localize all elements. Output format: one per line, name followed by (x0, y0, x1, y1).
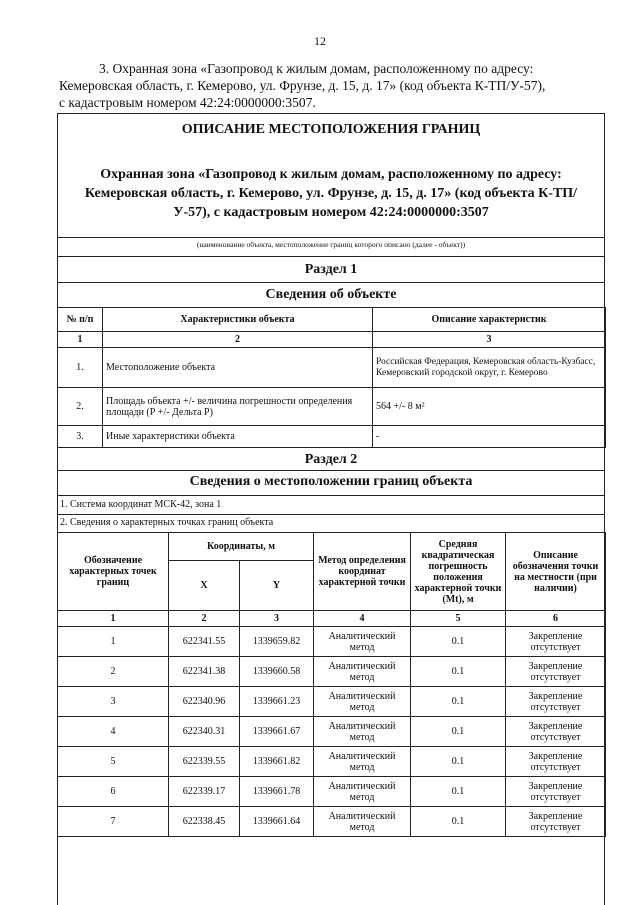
characteristic-name: Местоположение объекта (103, 348, 373, 388)
method-value: Аналитический метод (314, 777, 411, 807)
column-number: 3 (373, 332, 606, 348)
table-row (58, 348, 606, 388)
characteristic-name: Площадь объекта +/- величина погрешности определения площади (Р +/- Дельта Р) (103, 388, 373, 426)
header-cell: Характеристики объекта (103, 308, 373, 332)
table-row (58, 747, 606, 777)
boundary-points-table (57, 532, 606, 837)
intro-line-2: Кемеровская область, г. Кемерово, ул. Фрунзе, д. 15, д. 17» (код объекта К-ТП/У-57), (59, 78, 546, 93)
divider (57, 495, 605, 496)
y-header: Y (240, 561, 314, 611)
description-value: Закрепление отсутствует (506, 627, 606, 657)
method-value: Аналитический метод (314, 747, 411, 777)
column-number: 5 (411, 611, 506, 627)
section1-label: Раздел 1 (304, 262, 358, 277)
page-number: 12 (314, 34, 326, 48)
column-number: 2 (103, 332, 373, 348)
x-value: 622340.96 (169, 687, 240, 717)
table-row (58, 627, 606, 657)
object-info-table (57, 307, 606, 448)
description-value: Закрепление отсутствует (506, 657, 606, 687)
column-number: 3 (240, 611, 314, 627)
x-value: 622340.31 (169, 717, 240, 747)
section1-title: Сведения об объекте (265, 287, 397, 302)
x-value: 622338.45 (169, 807, 240, 837)
method-value: Аналитический метод (314, 657, 411, 687)
error-value: 0.1 (411, 777, 506, 807)
y-value: 1339661.82 (240, 747, 314, 777)
method-header: Метод определения координат характерной точки (314, 533, 411, 611)
divider (57, 514, 605, 515)
section2-title: Сведения о местоположении границ объекта (189, 474, 473, 489)
object-name: Охранная зона «Газопровод к жилым домам, расположенному по адресу: Кемеровская область, г. Кемерово, ул. Фрунзе, д. 15, д. 17» (код объекта К-ТП/У-57), с кадастровым номером 42:24:0000000:3507 (84, 167, 578, 220)
point-number: 7 (58, 807, 169, 837)
header-cell: № п/п (58, 308, 103, 332)
description-header: Описание обозначения точки на местности (при наличии) (506, 533, 606, 611)
object-caption: (наименование объекта, местоположение границ которого описано (далее - объект)) (196, 240, 466, 249)
description-value: Закрепление отсутствует (506, 717, 606, 747)
table-header-row (58, 308, 606, 332)
method-value: Аналитический метод (314, 687, 411, 717)
method-value: Аналитический метод (314, 627, 411, 657)
column-number: 4 (314, 611, 411, 627)
point-number: 5 (58, 747, 169, 777)
y-value: 1339661.67 (240, 717, 314, 747)
error-value: 0.1 (411, 657, 506, 687)
document-title: ОПИСАНИЕ МЕСТОПОЛОЖЕНИЯ ГРАНИЦ (181, 122, 481, 137)
error-value: 0.1 (411, 627, 506, 657)
y-value: 1339659.82 (240, 627, 314, 657)
column-number-row (58, 611, 606, 627)
points-body (58, 627, 606, 837)
intro-line-1: 3. Охранная зона «Газопровод к жилым домам, расположенному по адресу: (99, 61, 534, 76)
point-number: 3 (58, 687, 169, 717)
points-heading: 2. Сведения о характерных точках границ объекта (60, 517, 274, 528)
x-value: 622339.17 (169, 777, 240, 807)
x-value: 622341.55 (169, 627, 240, 657)
section2-label: Раздел 2 (304, 452, 358, 467)
coordinates-header: Координаты, м (169, 533, 314, 561)
x-value: 622339.55 (169, 747, 240, 777)
error-value: 0.1 (411, 717, 506, 747)
error-header: Средняя квадратическая погрешность положения характерной точки (Mt), м (411, 533, 506, 611)
table-row (58, 388, 606, 426)
column-number: 6 (506, 611, 606, 627)
designation-header: Обозначение характерных точек границ (58, 533, 169, 611)
method-value: Аналитический метод (314, 717, 411, 747)
characteristic-value: - (373, 426, 606, 448)
table-row (58, 426, 606, 448)
table-row (58, 717, 606, 747)
x-header: X (169, 561, 240, 611)
y-value: 1339660.58 (240, 657, 314, 687)
intro-paragraph (59, 60, 611, 111)
characteristic-value: 564 +/- 8 м² (373, 388, 606, 426)
row-number: 2. (58, 388, 103, 426)
coordinate-system: 1. Система координат МСК-42, зона 1 (60, 499, 222, 510)
description-value: Закрепление отсутствует (506, 747, 606, 777)
column-number: 2 (169, 611, 240, 627)
table-row (58, 687, 606, 717)
table-row (58, 807, 606, 837)
point-number: 2 (58, 657, 169, 687)
characteristic-value: Российская Федерация, Кемеровская область-Кузбасс, Кемеровский городской округ, г. Кемерово (373, 348, 606, 388)
row-number: 1. (58, 348, 103, 388)
error-value: 0.1 (411, 687, 506, 717)
point-number: 4 (58, 717, 169, 747)
characteristic-name: Иные характеристики объекта (103, 426, 373, 448)
x-value: 622341.38 (169, 657, 240, 687)
row-number: 3. (58, 426, 103, 448)
table-row (58, 777, 606, 807)
table-row (58, 657, 606, 687)
y-value: 1339661.23 (240, 687, 314, 717)
divider (57, 470, 605, 471)
column-number: 1 (58, 611, 169, 627)
header-cell: Описание характеристик (373, 308, 606, 332)
y-value: 1339661.64 (240, 807, 314, 837)
divider (57, 282, 605, 283)
y-value: 1339661.78 (240, 777, 314, 807)
method-value: Аналитический метод (314, 807, 411, 837)
column-number-row (58, 332, 606, 348)
description-value: Закрепление отсутствует (506, 807, 606, 837)
error-value: 0.1 (411, 807, 506, 837)
point-number: 6 (58, 777, 169, 807)
error-value: 0.1 (411, 747, 506, 777)
divider (57, 237, 605, 238)
column-number: 1 (58, 332, 103, 348)
description-value: Закрепление отсутствует (506, 687, 606, 717)
description-value: Закрепление отсутствует (506, 777, 606, 807)
point-number: 1 (58, 627, 169, 657)
intro-line-3: с кадастровым номером 42:24:0000000:3507. (59, 95, 316, 110)
divider (57, 256, 605, 257)
table-header-row (58, 533, 606, 561)
